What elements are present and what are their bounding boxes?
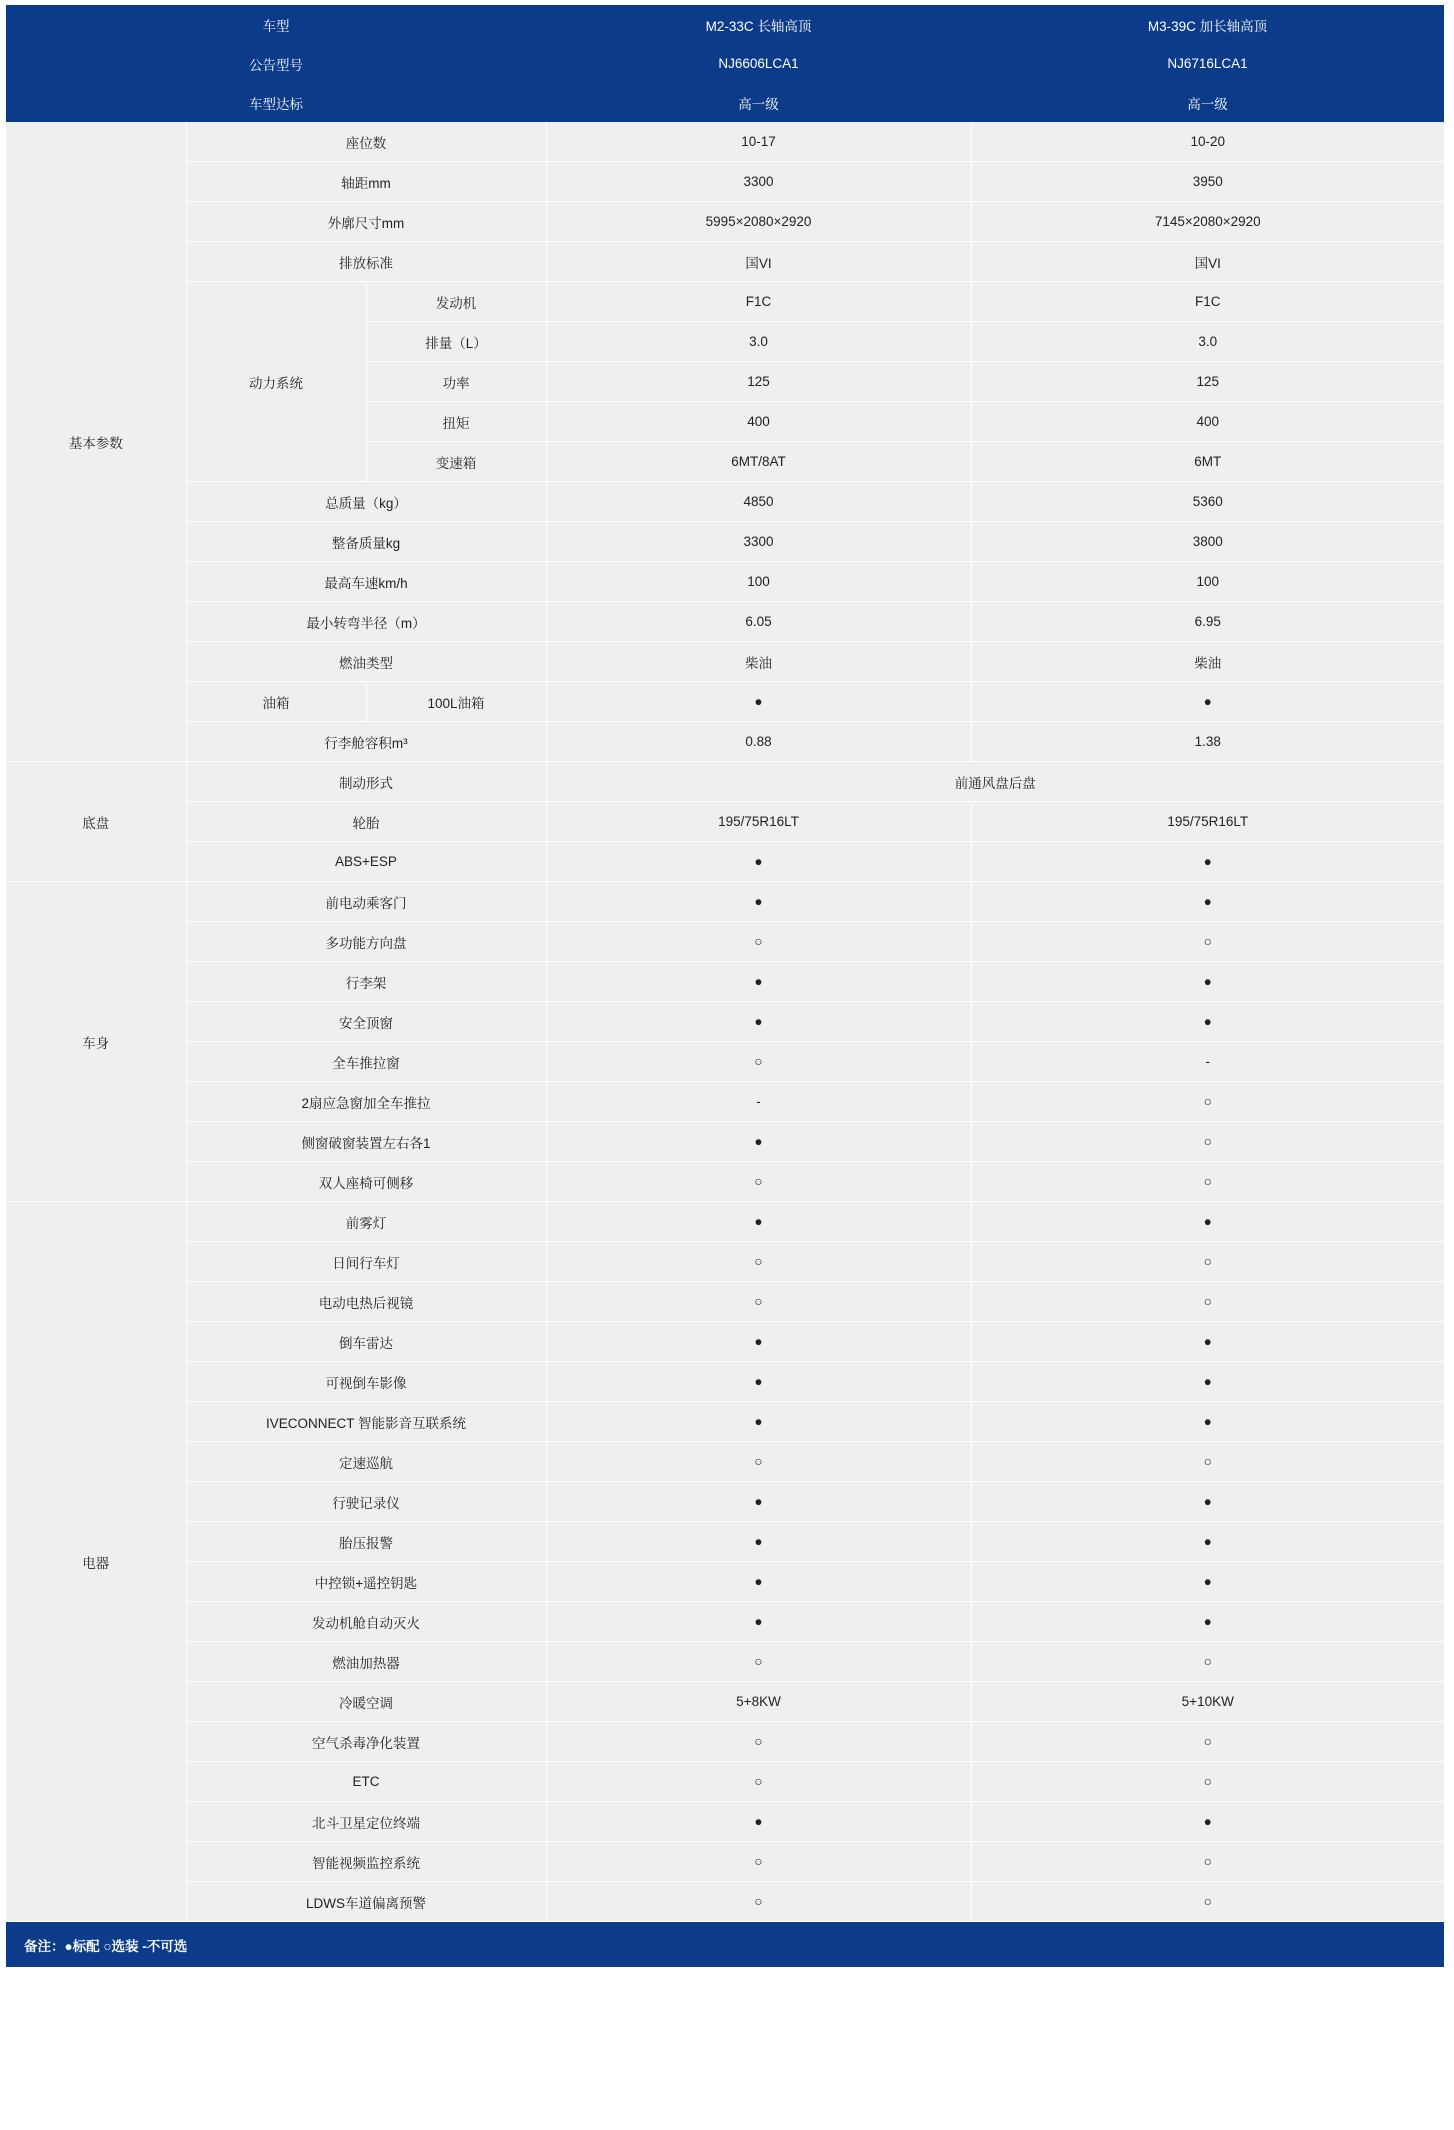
row-label: 双人座椅可侧移 [186,1162,546,1202]
value-m3: ● [971,1322,1444,1362]
value-m2: 100 [546,562,971,602]
table-row [6,1762,1444,1802]
row-label: 轴距mm [186,162,546,202]
value-m3: ○ [971,1642,1444,1682]
row-label: 排放标准 [186,242,546,282]
table-row [6,1002,1444,1042]
table-row [6,1042,1444,1082]
header-row-standard [6,83,1444,122]
row-label: 轮胎 [186,802,546,842]
value-m2: 国VI [546,242,971,282]
value-m3: ● [971,962,1444,1002]
value-m3: ● [971,1522,1444,1562]
value-m3: ● [971,1362,1444,1402]
value-m2: ○ [546,1882,971,1922]
value-m2: 3300 [546,522,971,562]
header-m2: M2-33C 长轴高顶 [546,5,971,44]
row-label: 整备质量kg [186,522,546,562]
value-m3: 柴油 [971,642,1444,682]
table-row [6,122,1444,162]
value-m2: ○ [546,1242,971,1282]
value-m3: ○ [971,1762,1444,1802]
value-m2: ● [546,882,971,922]
row-label: 100L油箱 [366,682,546,722]
header-m3: M3-39C 加长轴高顶 [971,5,1444,44]
value-m2: ○ [546,1762,971,1802]
row-label: 前电动乘客门 [186,882,546,922]
table-row [6,1602,1444,1642]
row-label: 电动电热后视镜 [186,1282,546,1322]
value-m3: 7145×2080×2920 [971,202,1444,242]
value-m3: ● [971,682,1444,722]
row-label: 前雾灯 [186,1202,546,1242]
row-label: 智能视频监控系统 [186,1842,546,1882]
header-m2: NJ6606LCA1 [546,44,971,83]
value-m2: - [546,1082,971,1122]
value-both: 前通风盘后盘 [546,762,1444,802]
value-m3: ○ [971,1082,1444,1122]
value-m2: 0.88 [546,722,971,762]
value-m2: ● [546,1482,971,1522]
table-row [6,1322,1444,1362]
table-row [6,1842,1444,1882]
value-m2: 125 [546,362,971,402]
header-label: 公告型号 [6,44,546,83]
row-label: 安全顶窗 [186,1002,546,1042]
header-label: 车型 [6,5,546,44]
value-m2: ○ [546,1162,971,1202]
table-row [6,1882,1444,1922]
row-label: 定速巡航 [186,1442,546,1482]
spec-table [6,5,1444,1967]
row-label: 行李架 [186,962,546,1002]
table-row [6,722,1444,762]
row-label: 扭矩 [366,402,546,442]
table-row [6,482,1444,522]
value-m2: 6.05 [546,602,971,642]
row-label: LDWS车道偏离预警 [186,1882,546,1922]
table-row [6,922,1444,962]
row-label: 全车推拉窗 [186,1042,546,1082]
value-m3: ● [971,1602,1444,1642]
value-m3: ○ [971,922,1444,962]
table-row [6,282,1444,322]
table-row [6,802,1444,842]
value-m3: ● [971,1562,1444,1602]
row-label: 总质量（kg） [186,482,546,522]
header-label: 车型达标 [6,83,546,122]
value-m2: 5995×2080×2920 [546,202,971,242]
value-m2: 3300 [546,162,971,202]
value-m3: 10-20 [971,122,1444,162]
table-row [6,562,1444,602]
value-m3: F1C [971,282,1444,322]
value-m2: F1C [546,282,971,322]
value-m3: 195/75R16LT [971,802,1444,842]
value-m2: ○ [546,1642,971,1682]
value-m2: ● [546,1362,971,1402]
value-m2: ○ [546,922,971,962]
row-label: 发动机 [366,282,546,322]
table-row [6,1562,1444,1602]
row-label: 最高车速km/h [186,562,546,602]
value-m3: ● [971,1202,1444,1242]
table-row [6,1682,1444,1722]
table-row [6,1482,1444,1522]
value-m3: ○ [971,1242,1444,1282]
value-m2: ● [546,1202,971,1242]
row-label: 冷暖空调 [186,1682,546,1722]
header-m3: 高一级 [971,83,1444,122]
row-label: IVECONNECT 智能影音互联系统 [186,1402,546,1442]
value-m3: 国VI [971,242,1444,282]
value-m2: ● [546,1002,971,1042]
row-label: 燃油类型 [186,642,546,682]
value-m3: ○ [971,1122,1444,1162]
group-power: 动力系统 [186,282,366,482]
value-m2: ● [546,1602,971,1642]
row-label: 最小转弯半径（m） [186,602,546,642]
table-row [6,762,1444,802]
table-row [6,1162,1444,1202]
value-m2: ● [546,1562,971,1602]
row-label: 可视倒车影像 [186,1362,546,1402]
row-label: 行李舱容积m³ [186,722,546,762]
value-m2: 3.0 [546,322,971,362]
value-m2: 6MT/8AT [546,442,971,482]
value-m3: 400 [971,402,1444,442]
row-label: 排量（L） [366,322,546,362]
value-m2: ● [546,842,971,882]
value-m3: ● [971,1002,1444,1042]
row-label: 倒车雷达 [186,1322,546,1362]
row-label: 功率 [366,362,546,402]
value-m2: 195/75R16LT [546,802,971,842]
row-label: 北斗卫星定位终端 [186,1802,546,1842]
value-m2: ● [546,1522,971,1562]
header-row-announce [6,44,1444,83]
row-label: 胎压报警 [186,1522,546,1562]
section-basic: 基本参数 [6,122,186,762]
value-m2: ● [546,1802,971,1842]
value-m3: 125 [971,362,1444,402]
header-m3: NJ6716LCA1 [971,44,1444,83]
table-row [6,602,1444,642]
table-row [6,162,1444,202]
value-m3: ○ [971,1722,1444,1762]
row-label: 行驶记录仪 [186,1482,546,1522]
value-m3: ○ [971,1162,1444,1202]
note-row [6,1922,1444,1968]
table-row [6,1242,1444,1282]
value-m2: ● [546,1322,971,1362]
table-row [6,1722,1444,1762]
row-label: 空气杀毒净化装置 [186,1722,546,1762]
value-m3: - [971,1042,1444,1082]
table-row [6,522,1444,562]
value-m2: 4850 [546,482,971,522]
section-chassis: 底盘 [6,762,186,882]
value-m3: ○ [971,1882,1444,1922]
value-m3: 3.0 [971,322,1444,362]
value-m2: ● [546,1122,971,1162]
value-m3: ● [971,1802,1444,1842]
row-label: 座位数 [186,122,546,162]
table-row [6,642,1444,682]
group-fuel-tank: 油箱 [186,682,366,722]
value-m2: 5+8KW [546,1682,971,1722]
table-row [6,842,1444,882]
legend-note: 备注：●标配 ○选装 -不可选 [6,1922,1444,1968]
row-label: 多功能方向盘 [186,922,546,962]
value-m2: ○ [546,1042,971,1082]
value-m2: ● [546,962,971,1002]
table-row [6,1642,1444,1682]
row-label: 制动形式 [186,762,546,802]
value-m3: ○ [971,1842,1444,1882]
row-label: 变速箱 [366,442,546,482]
table-row [6,1082,1444,1122]
header-m2: 高一级 [546,83,971,122]
value-m3: 100 [971,562,1444,602]
table-row [6,202,1444,242]
value-m3: 6.95 [971,602,1444,642]
row-label: 外廓尺寸mm [186,202,546,242]
value-m2: ● [546,682,971,722]
table-row [6,1442,1444,1482]
value-m2: ○ [546,1842,971,1882]
table-row [6,1282,1444,1322]
value-m3: ○ [971,1442,1444,1482]
value-m2: ○ [546,1442,971,1482]
value-m3: ○ [971,1282,1444,1322]
row-label: 发动机舱自动灭火 [186,1602,546,1642]
value-m3: 5360 [971,482,1444,522]
table-row [6,242,1444,282]
value-m3: ● [971,1402,1444,1442]
row-label: 侧窗破窗装置左右各1 [186,1122,546,1162]
value-m3: 3950 [971,162,1444,202]
value-m3: 6MT [971,442,1444,482]
value-m3: ● [971,1482,1444,1522]
row-label: 燃油加热器 [186,1642,546,1682]
value-m2: 10-17 [546,122,971,162]
value-m3: 5+10KW [971,1682,1444,1722]
table-row [6,1522,1444,1562]
row-label: 中控锁+遥控钥匙 [186,1562,546,1602]
value-m2: ○ [546,1722,971,1762]
table-row [6,962,1444,1002]
section-body: 车身 [6,882,186,1202]
value-m3: 3800 [971,522,1444,562]
value-m3: 1.38 [971,722,1444,762]
row-label: 日间行车灯 [186,1242,546,1282]
section-electric: 电器 [6,1202,186,1922]
row-label: ABS+ESP [186,842,546,882]
value-m2: ○ [546,1282,971,1322]
header-row-model [6,5,1444,44]
row-label: ETC [186,1762,546,1802]
value-m2: ● [546,1402,971,1442]
value-m2: 400 [546,402,971,442]
table-row [6,1362,1444,1402]
table-row [6,1802,1444,1842]
table-row [6,1122,1444,1162]
value-m3: ● [971,842,1444,882]
row-label: 2扇应急窗加全车推拉 [186,1082,546,1122]
value-m3: ● [971,882,1444,922]
value-m2: 柴油 [546,642,971,682]
table-row [6,1402,1444,1442]
table-row [6,1202,1444,1242]
table-row [6,882,1444,922]
table-row [6,682,1444,722]
